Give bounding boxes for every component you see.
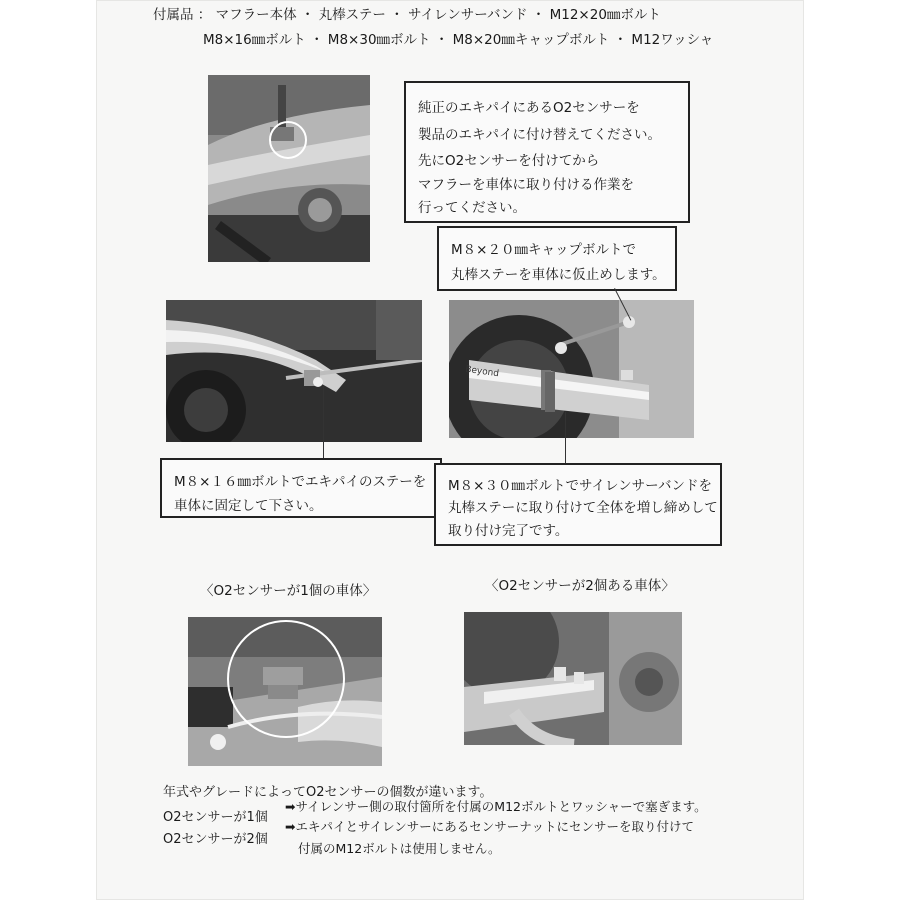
callout-m8-16 <box>160 458 442 518</box>
callout-m8-30-line-2: 丸棒ステーに取り付けて全体を増し締めして <box>448 500 718 516</box>
callout-cap-bolt <box>437 226 677 291</box>
note-two-sensor-text: ➡エキパイとサイレンサーにあるセンサーナットにセンサーを取り付けて <box>285 819 695 834</box>
note-one-sensor-label: O2センサーが1個 <box>163 810 268 825</box>
callout-m8-30-line-3: 取り付け完了です。 <box>448 523 569 539</box>
callout-cap-bolt-line-2: 丸棒ステーを車体に仮止めします。 <box>451 267 666 283</box>
photo-exhaust-stay <box>166 300 422 442</box>
callout-m8-16-line-1: M８×１６㎜ボルトでエキパイのステーを <box>174 474 427 490</box>
header-line-2: M8×16㎜ボルト ・ M8×30㎜ボルト ・ M8×20㎜キャップボルト ・ M12ワッシャ <box>203 32 714 48</box>
leader-m8-16 <box>323 386 324 460</box>
callout-o2-line-2: 製品のエキパイに付け替えてください。 <box>418 127 661 143</box>
caption-two-sensors: 〈O2センサーが2個ある車体〉 <box>485 578 675 594</box>
muffler-brand-label: Beyond <box>464 364 500 380</box>
callout-m8-30-line-1: M８×３０㎜ボルトでサイレンサーバンドを <box>448 478 713 494</box>
photo-one-sensor-body <box>188 617 382 766</box>
note-intro: 年式やグレードによってO2センサーの個数が違います。 <box>163 785 493 800</box>
callout-o2-replace <box>404 81 690 223</box>
photo-two-sensor-body <box>464 612 682 745</box>
caption-one-sensor: 〈O2センサーが1個の車体〉 <box>200 583 377 599</box>
callout-o2-line-3: 先にO2センサーを付けてから <box>418 153 600 169</box>
leader-m8-30 <box>565 412 566 466</box>
callout-m8-30 <box>434 463 722 546</box>
callout-o2-line-5: 行ってください。 <box>418 200 526 216</box>
header-line-1: 付属品 ： マフラー本体 ・ 丸棒ステー ・ サイレンサーバンド ・ M12×20㎜ボルト <box>153 7 661 23</box>
callout-o2-line-1: 純正のエキパイにあるO2センサーを <box>418 100 640 116</box>
photo-o2-sensor-exhaust <box>208 75 370 262</box>
callout-m8-16-line-2: 車体に固定して下さい。 <box>174 498 323 514</box>
photo-silencer-band <box>449 300 694 438</box>
note-one-sensor-text: ➡サイレンサー側の取付箇所を付属のM12ボルトとワッシャーで塞ぎます。 <box>285 799 707 814</box>
note-two-sensor-label: O2センサーが2個 <box>163 832 268 847</box>
note-two-sensor-text-2: 付属のM12ボルトは使用しません。 <box>298 841 501 856</box>
callout-o2-line-4: マフラーを車体に取り付ける作業を <box>418 177 634 193</box>
callout-cap-bolt-line-1: M８×２０㎜キャップボルトで <box>451 242 636 258</box>
